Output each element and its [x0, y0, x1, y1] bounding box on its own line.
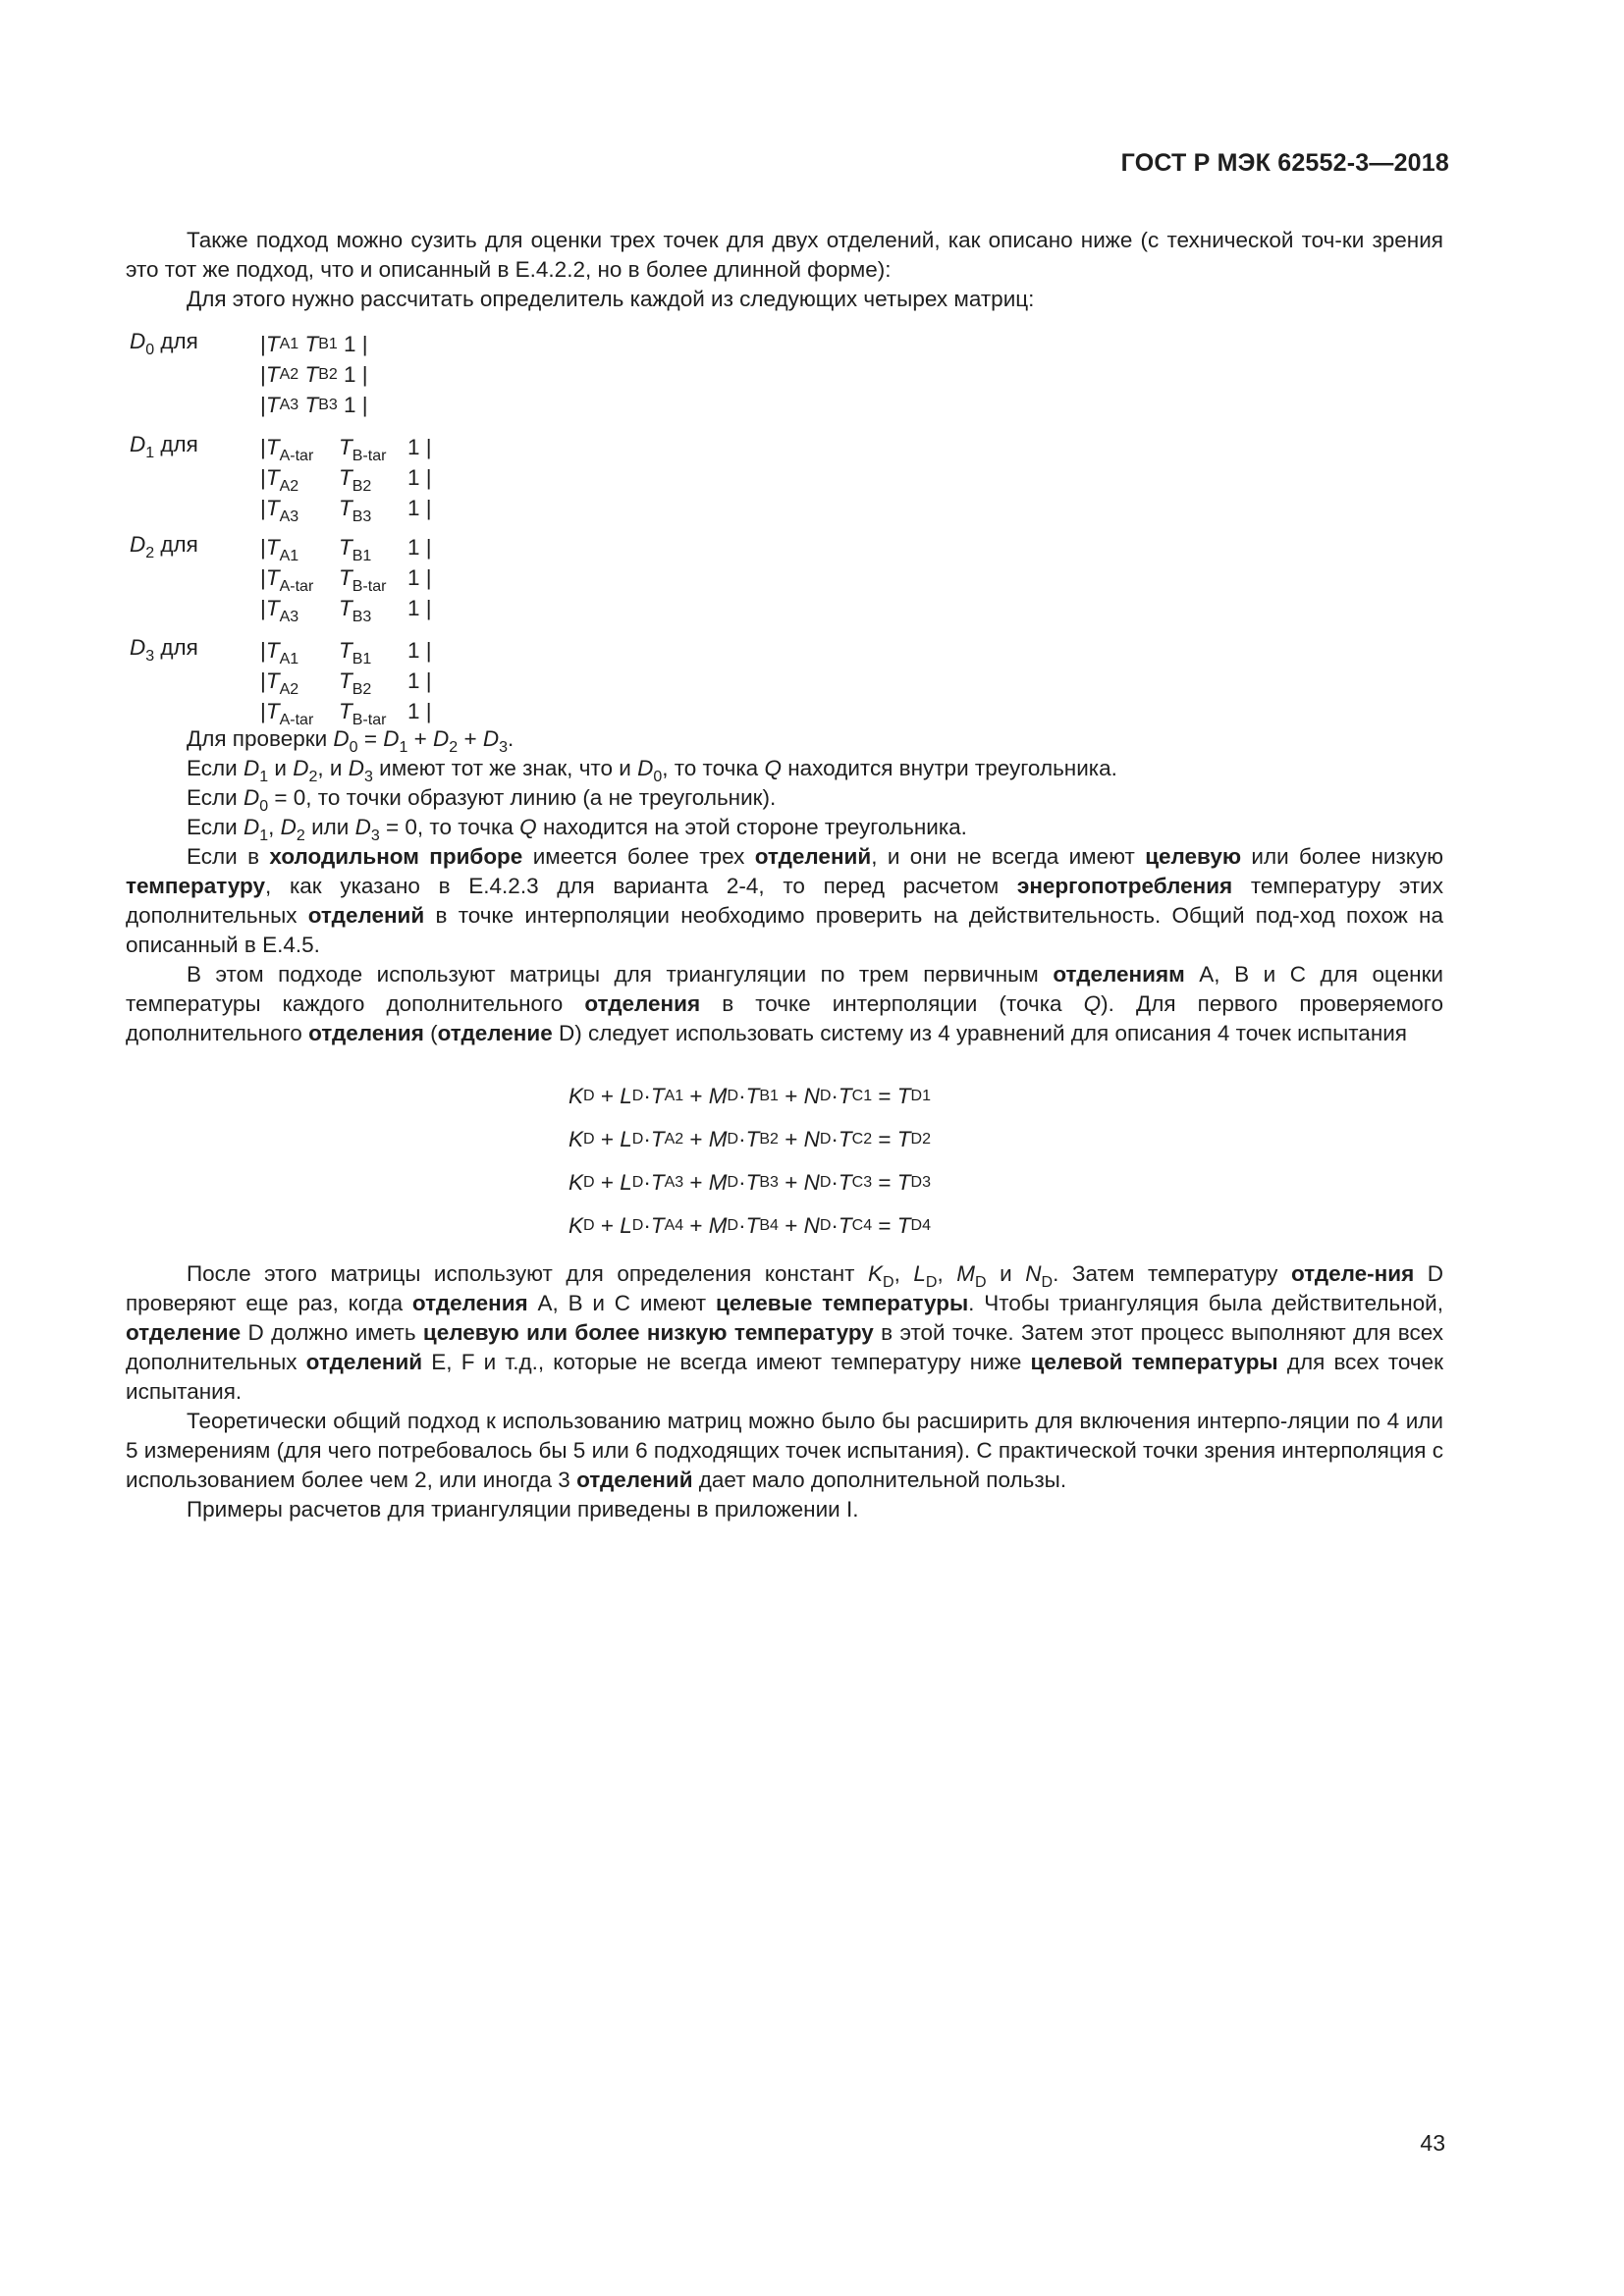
final-section: [126, 1259, 1443, 1524]
paragraph-constants: После этого матрицы используют для определения констант $K_D$, $L_D$, $M_D$ и $N_D$. Затем температуру отделе-ния D проверяют еще раз, когда отделения А, В и С имеют целевые температуры. Чтобы триангуляция была действительной, отделение D должно иметь целевую или более низкую температуру в этой точке. Затем этот процесс выполняют для всех дополнительных отделений E, F и т.д., которые не всегда имеют температуру ниже целевой температуры для всех точек испытания.: [126, 1261, 1444, 1404]
matrix-d1: $|T_{A-tar}$ $T_{B-tar}$ 1 | $|T_{A2}$ $T_{B2}$ 1 | $|T_{A3}$ $T_{B3}$ 1 |: [260, 434, 432, 525]
matrix-d3: $|T_{A1}$ $T_{B1}$ 1 | $|T_{A2}$ $T_{B2}$ 1 | $|T_{A-tar}$ $T_{B-tar}$ 1 |: [260, 637, 432, 728]
check-line-1: Для проверки $D_0 = D_1 + D_2 + D_3$.: [187, 726, 514, 756]
equation-2: K D + L D · T A2 + M D · T B2 + N D · T C2 = T D2: [568, 1127, 931, 1151]
paragraph-examples: Примеры расчетов для триангуляции приведены в приложении I.: [187, 1497, 859, 1522]
matrix-label-d1: $D_1$ для: [130, 432, 198, 461]
check-line-3: Если $D_0 = 0$, то точки образуют линию (а не треугольник).: [187, 785, 777, 815]
check-line-2: Если $D_1$ и $D_2$, и $D_3$ имеют тот же знак, что и $D_0$, то точка Q находится внутри треугольника.: [187, 756, 1117, 785]
checks-section: [126, 724, 1443, 1048]
document-header: ГОСТ Р МЭК 62552-3—2018: [1120, 149, 1449, 177]
page-number: 43: [1420, 2130, 1445, 2156]
matrix-label-d2: $D_2$ для: [130, 532, 198, 561]
check-line-4: Если $D_1$, $D_2$ или $D_3 = 0$, то точка Q находится на этой стороне треугольника.: [187, 815, 967, 844]
matrix-label-d0: $D_0$ для: [130, 329, 198, 358]
intro-paragraph-2: Для этого нужно рассчитать определитель каждой из следующих четырех матриц:: [187, 287, 1035, 311]
matrix-d2: $|T_{A1}$ $T_{B1}$ 1 | $|T_{A-tar}$ $T_{B-tar}$ 1 | $|T_{A3}$ $T_{B3}$ 1 |: [260, 534, 432, 625]
matrix-d0: | T A1 T B1 1 | | T A2 T B2 1 | | T A3 T B3 1 |: [260, 331, 368, 417]
intro-section: [126, 226, 1443, 314]
equation-1: K D + L D · T A1 + M D · T B1 + N D · T C1 = T D1: [568, 1084, 931, 1108]
intro-paragraph: Также подход можно сузить для оценки трех точек для двух отделений, как описано ниже (с технической точ-ки зрения это тот же подход, что и описанный в Е.4.2.2, но в более длинной форме):: [126, 228, 1443, 282]
matrix-label-d3: $D_3$ для: [130, 635, 198, 665]
equation-4: K D + L D · T A4 + M D · T B4 + N D · T C4 = T D4: [568, 1213, 931, 1238]
paragraph-theory: Теоретически общий подход к использованию матриц можно было бы расширить для включения интерпо-ляции по 4 или 5 измерениям (для чего потребовалось бы 5 или 6 подходящих точек испытания). С практической точки зрения интерполяция с использованием более чем 2, или иногда 3 отделений дает мало дополнительной пользы.: [126, 1409, 1443, 1492]
equation-3: K D + L D · T A3 + M D · T B3 + N D · T C3 = T D3: [568, 1170, 931, 1195]
equation-system: [568, 1075, 931, 1248]
paragraph-refrigerator: Если в холодильном приборе имеется более трех отделений, и они не всегда имеют целевую или более низкую температуру, как указано в Е.4.2.3 для варианта 2-4, то перед расчетом энергопотребления температуру этих дополнительных отделений в точке интерполяции необходимо проверить на действительность. Общий под-ход похож на описанный в Е.4.5.: [126, 844, 1443, 957]
paragraph-triangulation: В этом подходе используют матрицы для триангуляции по трем первичным отделениям А, В и С для оценки температуры каждого дополнительного отделения в точке интерполяции (точка Q). Для первого проверяемого дополнительного отделения (отделение D) следует использовать систему из 4 уравнений для описания 4 точек испытания: [126, 962, 1443, 1045]
